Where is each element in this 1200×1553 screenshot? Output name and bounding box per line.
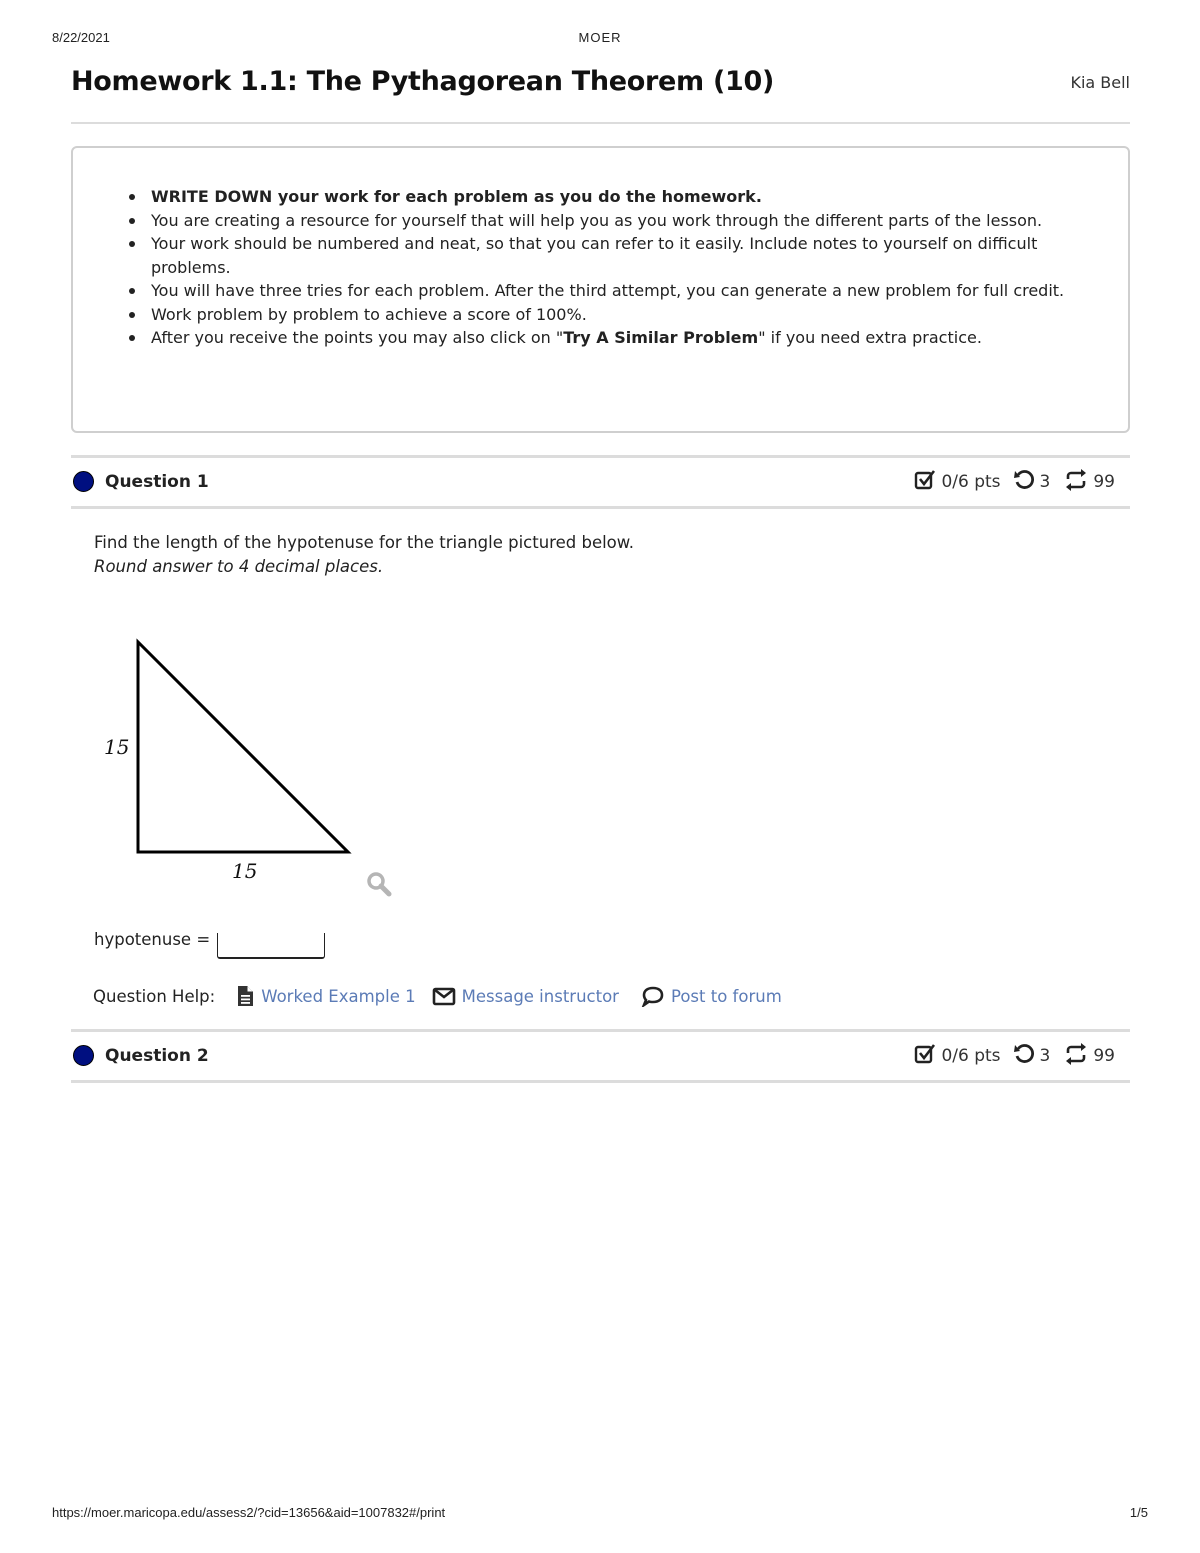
question-status-dot — [73, 471, 94, 492]
page-title: Homework 1.1: The Pythagorean Theorem (10) — [71, 66, 775, 97]
horizontal-side-label: 15 — [232, 859, 258, 883]
bullet-icon — [129, 335, 135, 341]
points-text: 0/6 pts — [941, 1046, 1001, 1066]
checkbox-score-icon — [914, 1043, 936, 1070]
title-divider — [71, 122, 1130, 124]
right-triangle — [138, 642, 348, 852]
points-text: 0/6 pts — [941, 472, 1001, 492]
student-name: Kia Bell — [1070, 73, 1130, 92]
regenerate-icon — [1064, 469, 1088, 496]
print-date: 8/22/2021 — [52, 30, 110, 45]
hypotenuse-input[interactable] — [217, 933, 325, 959]
worked-example-link[interactable]: Worked Example 1 — [235, 985, 415, 1007]
message-instructor-link[interactable]: Message instructor — [432, 986, 619, 1006]
bullet-icon — [129, 241, 135, 247]
post-to-forum-link[interactable]: Post to forum — [641, 985, 782, 1007]
document-icon — [235, 985, 255, 1007]
question-status-dot — [73, 1045, 94, 1066]
instruction-item: WRITE DOWN your work for each problem as you do the homework. — [151, 185, 1086, 209]
instruction-item: You will have three tries for each problem. After the third attempt, you can generate a new problem for full credit. — [151, 279, 1086, 303]
tries-left-text: 3 — [1039, 472, 1051, 492]
checkbox-score-icon — [914, 469, 936, 496]
question-label: Question 2 — [105, 1046, 209, 1066]
answer-label: hypotenuse = — [94, 930, 211, 949]
bullet-icon — [129, 194, 135, 200]
retry-icon — [1013, 1043, 1035, 1070]
question-stats — [914, 470, 1115, 494]
print-header — [52, 30, 1148, 48]
question-2-header — [71, 1029, 1130, 1083]
instruction-item: Your work should be numbered and neat, so that you can refer to it easily. Include notes to yourself on difficult problems. — [151, 232, 1086, 279]
question-stats — [914, 1044, 1115, 1068]
instructions-box — [71, 146, 1130, 433]
retry-icon — [1013, 469, 1035, 496]
bullet-icon — [129, 312, 135, 318]
question-prompt: Find the length of the hypotenuse for the triangle pictured below. — [94, 533, 634, 552]
question-help-row — [93, 983, 782, 1009]
regenerations-left-text: 99 — [1093, 472, 1115, 492]
vertical-side-label: 15 — [104, 735, 130, 759]
tries-left-text: 3 — [1039, 1046, 1051, 1066]
regenerations-left-text: 99 — [1093, 1046, 1115, 1066]
question-label: Question 1 — [105, 472, 209, 492]
speech-bubble-icon — [641, 985, 665, 1007]
triangle-figure — [90, 620, 370, 890]
print-site-title: MOER — [578, 30, 622, 45]
footer-url: https://moer.maricopa.edu/assess2/?cid=13656&aid=1007832#/print — [52, 1505, 446, 1520]
magnify-icon[interactable] — [365, 870, 393, 898]
regenerate-icon — [1064, 1043, 1088, 1070]
bullet-icon — [129, 288, 135, 294]
envelope-icon — [432, 986, 456, 1006]
question-1-text — [94, 531, 634, 579]
question-help-label: Question Help: — [93, 986, 216, 1006]
bullet-icon — [129, 218, 135, 224]
question-note: Round answer to 4 decimal places. — [94, 557, 384, 576]
instruction-item: After you receive the points you may also click on "Try A Similar Problem" if you need extra practice. — [151, 326, 1086, 350]
instruction-item: You are creating a resource for yourself that will help you as you work through the different parts of the lesson. — [151, 209, 1086, 233]
instruction-item: Work problem by problem to achieve a score of 100%. — [151, 303, 1086, 327]
instructions-list — [151, 185, 1086, 350]
footer-page-number: 1/5 — [1129, 1505, 1148, 1520]
question-1-header — [71, 455, 1130, 509]
